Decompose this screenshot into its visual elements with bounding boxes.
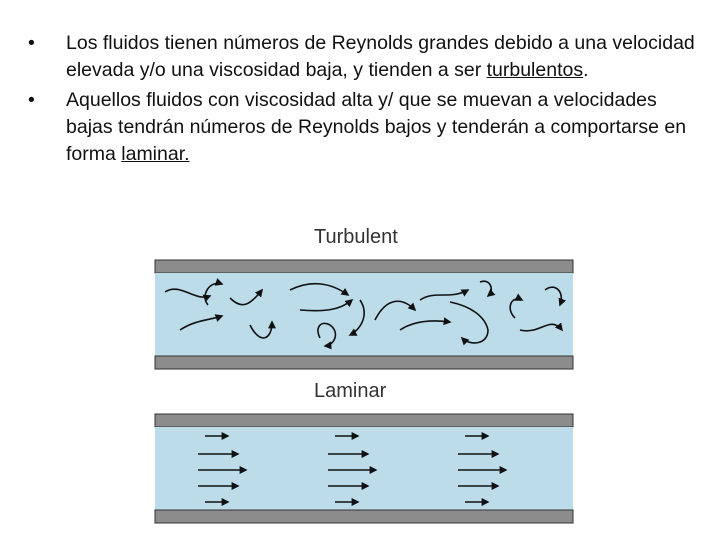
underlined-term-turbulentos: turbulentos bbox=[486, 59, 584, 81]
underlined-term-laminar: laminar. bbox=[121, 143, 190, 165]
pipe-wall-bottom bbox=[155, 356, 573, 369]
bullet-text-end: . bbox=[583, 59, 589, 81]
pipe-interior bbox=[155, 427, 573, 510]
flow-diagram bbox=[150, 220, 580, 530]
bullet-item-turbulent bbox=[26, 30, 696, 84]
bullet-list bbox=[26, 30, 696, 171]
laminar-label: Laminar bbox=[314, 380, 387, 402]
bullet-text bbox=[66, 87, 696, 168]
turbulent-label: Turbulent bbox=[314, 226, 398, 248]
bullet-item-laminar bbox=[26, 87, 696, 168]
laminar-pipe bbox=[155, 414, 573, 523]
pipe-wall-top bbox=[155, 414, 573, 427]
bullet-text bbox=[66, 30, 696, 84]
pipe-wall-top bbox=[155, 260, 573, 273]
bullet-text-main: Los fluidos tienen números de Reynolds grandes debido a una velocidad elevada y/o una viscosidad baja, y tienden a ser bbox=[66, 32, 695, 81]
bullet-dot: • bbox=[28, 32, 35, 54]
pipe-illustration bbox=[150, 220, 580, 530]
bullet-text-main: Aquellos fluidos con viscosidad alta y/ que se muevan a velocidades bajas tendrán números de Reynolds bajos y tenderán a comportarse en forma bbox=[66, 89, 687, 165]
pipe-wall-bottom bbox=[155, 510, 573, 523]
bullet-dot: • bbox=[28, 89, 35, 111]
